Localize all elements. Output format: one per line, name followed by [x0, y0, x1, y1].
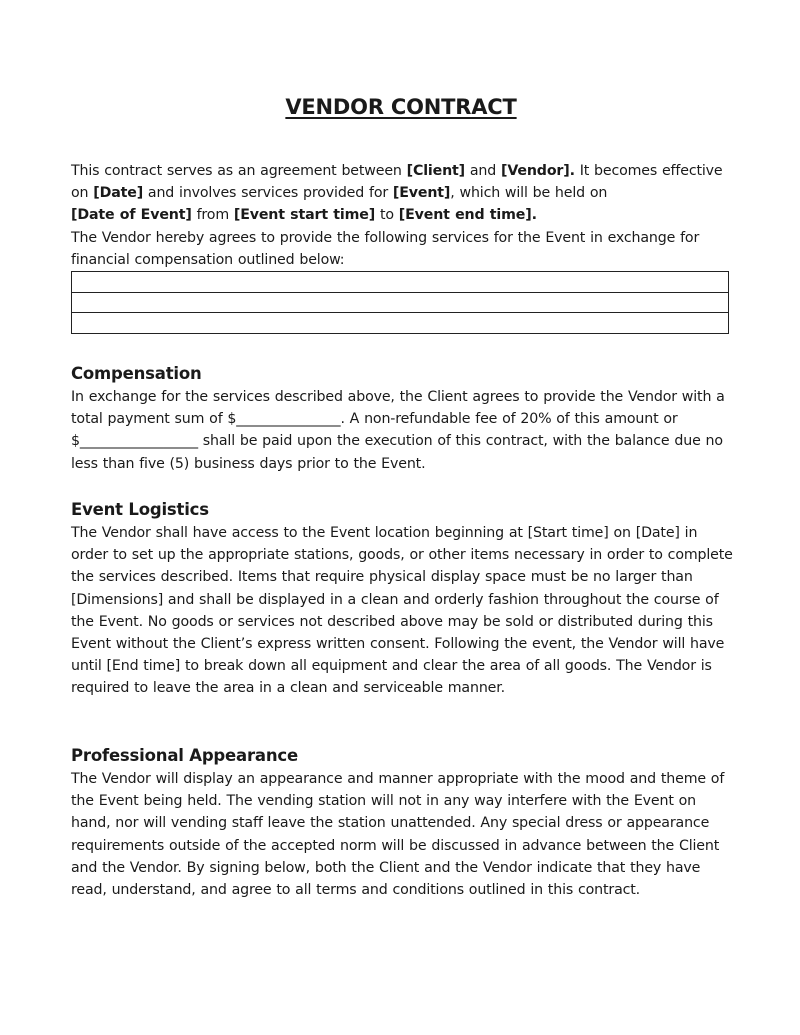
- services-table: [71, 271, 729, 334]
- vendor-placeholder: [Vendor].: [501, 163, 575, 179]
- intro-text: to: [375, 207, 399, 224]
- appearance-heading: Professional Appearance: [71, 746, 298, 765]
- intro-text: and: [465, 163, 501, 179]
- intro-text: It becomes effective on: [71, 163, 723, 202]
- intro-services-text: The Vendor hereby agrees to provide the following services for the Event in exchange for financial compensation outlined below:: [71, 229, 700, 268]
- intro-text: This contract serves as an agreement between: [71, 163, 407, 179]
- appearance-section: [71, 745, 733, 901]
- table-row: [72, 292, 729, 313]
- event-placeholder: [Event]: [392, 185, 451, 202]
- table-row: [72, 313, 729, 334]
- event-start-placeholder: [Event start time]: [233, 207, 376, 224]
- document-title: [71, 95, 731, 119]
- client-placeholder: [Client]: [406, 163, 466, 179]
- table-row: [72, 272, 729, 293]
- compensation-section: [71, 363, 733, 475]
- logistics-body: The Vendor shall have access to the Event location beginning at [Start time] on [Date] in order to set up the appropriate stations, goods, or other items necessary in order to complete the services described. Items that require physical display space must be no larger than [Dimensions] and shall be displayed in a clean and orderly fashion throughout the course of the Event. No goods or services not described above may be sold or distributed during this Event without the Client’s express written consent. Following the event, the Vendor will have until [End time] to break down all equipment and clear the area of all goods. The Vendor is required to leave the area in a clean and serviceable manner.: [71, 525, 733, 697]
- logistics-section: [71, 499, 733, 700]
- intro-text: , which will be held on: [450, 185, 608, 202]
- table-cell[interactable]: [72, 292, 729, 313]
- intro-text: and involves services provided for: [143, 185, 393, 202]
- compensation-heading: Compensation: [71, 364, 202, 383]
- table-cell[interactable]: [72, 313, 729, 334]
- logistics-heading: Event Logistics: [71, 500, 209, 519]
- compensation-body: In exchange for the services described above, the Client agrees to provide the Vendor with a total payment sum of $_______________. A non-refundable fee of 20% of this amount or $_________________ shall be paid upon the execution of this contract, with the balance due no less than five (5) business days prior to the Event.: [71, 389, 725, 472]
- document-title-text: VENDOR CONTRACT: [285, 95, 517, 119]
- date-placeholder: [Date]: [93, 185, 144, 202]
- table-cell[interactable]: [72, 272, 729, 293]
- intro-paragraph: [71, 160, 733, 271]
- event-end-placeholder: [Event end time].: [398, 207, 537, 224]
- date-of-event-placeholder: [Date of Event]: [71, 207, 192, 224]
- appearance-body: The Vendor will display an appearance and manner appropriate with the mood and theme of the Event being held. The vending station will not in any way interfere with the Event on hand, nor will vending staff leave the station unattended. Any special dress or appearance requirements outside of the accepted norm will be discussed in advance between the Client and the Vendor. By signing below, both the Client and the Vendor indicate that they have read, understand, and agree to all terms and conditions outlined in this contract.: [71, 771, 725, 899]
- intro-text: from: [191, 207, 234, 224]
